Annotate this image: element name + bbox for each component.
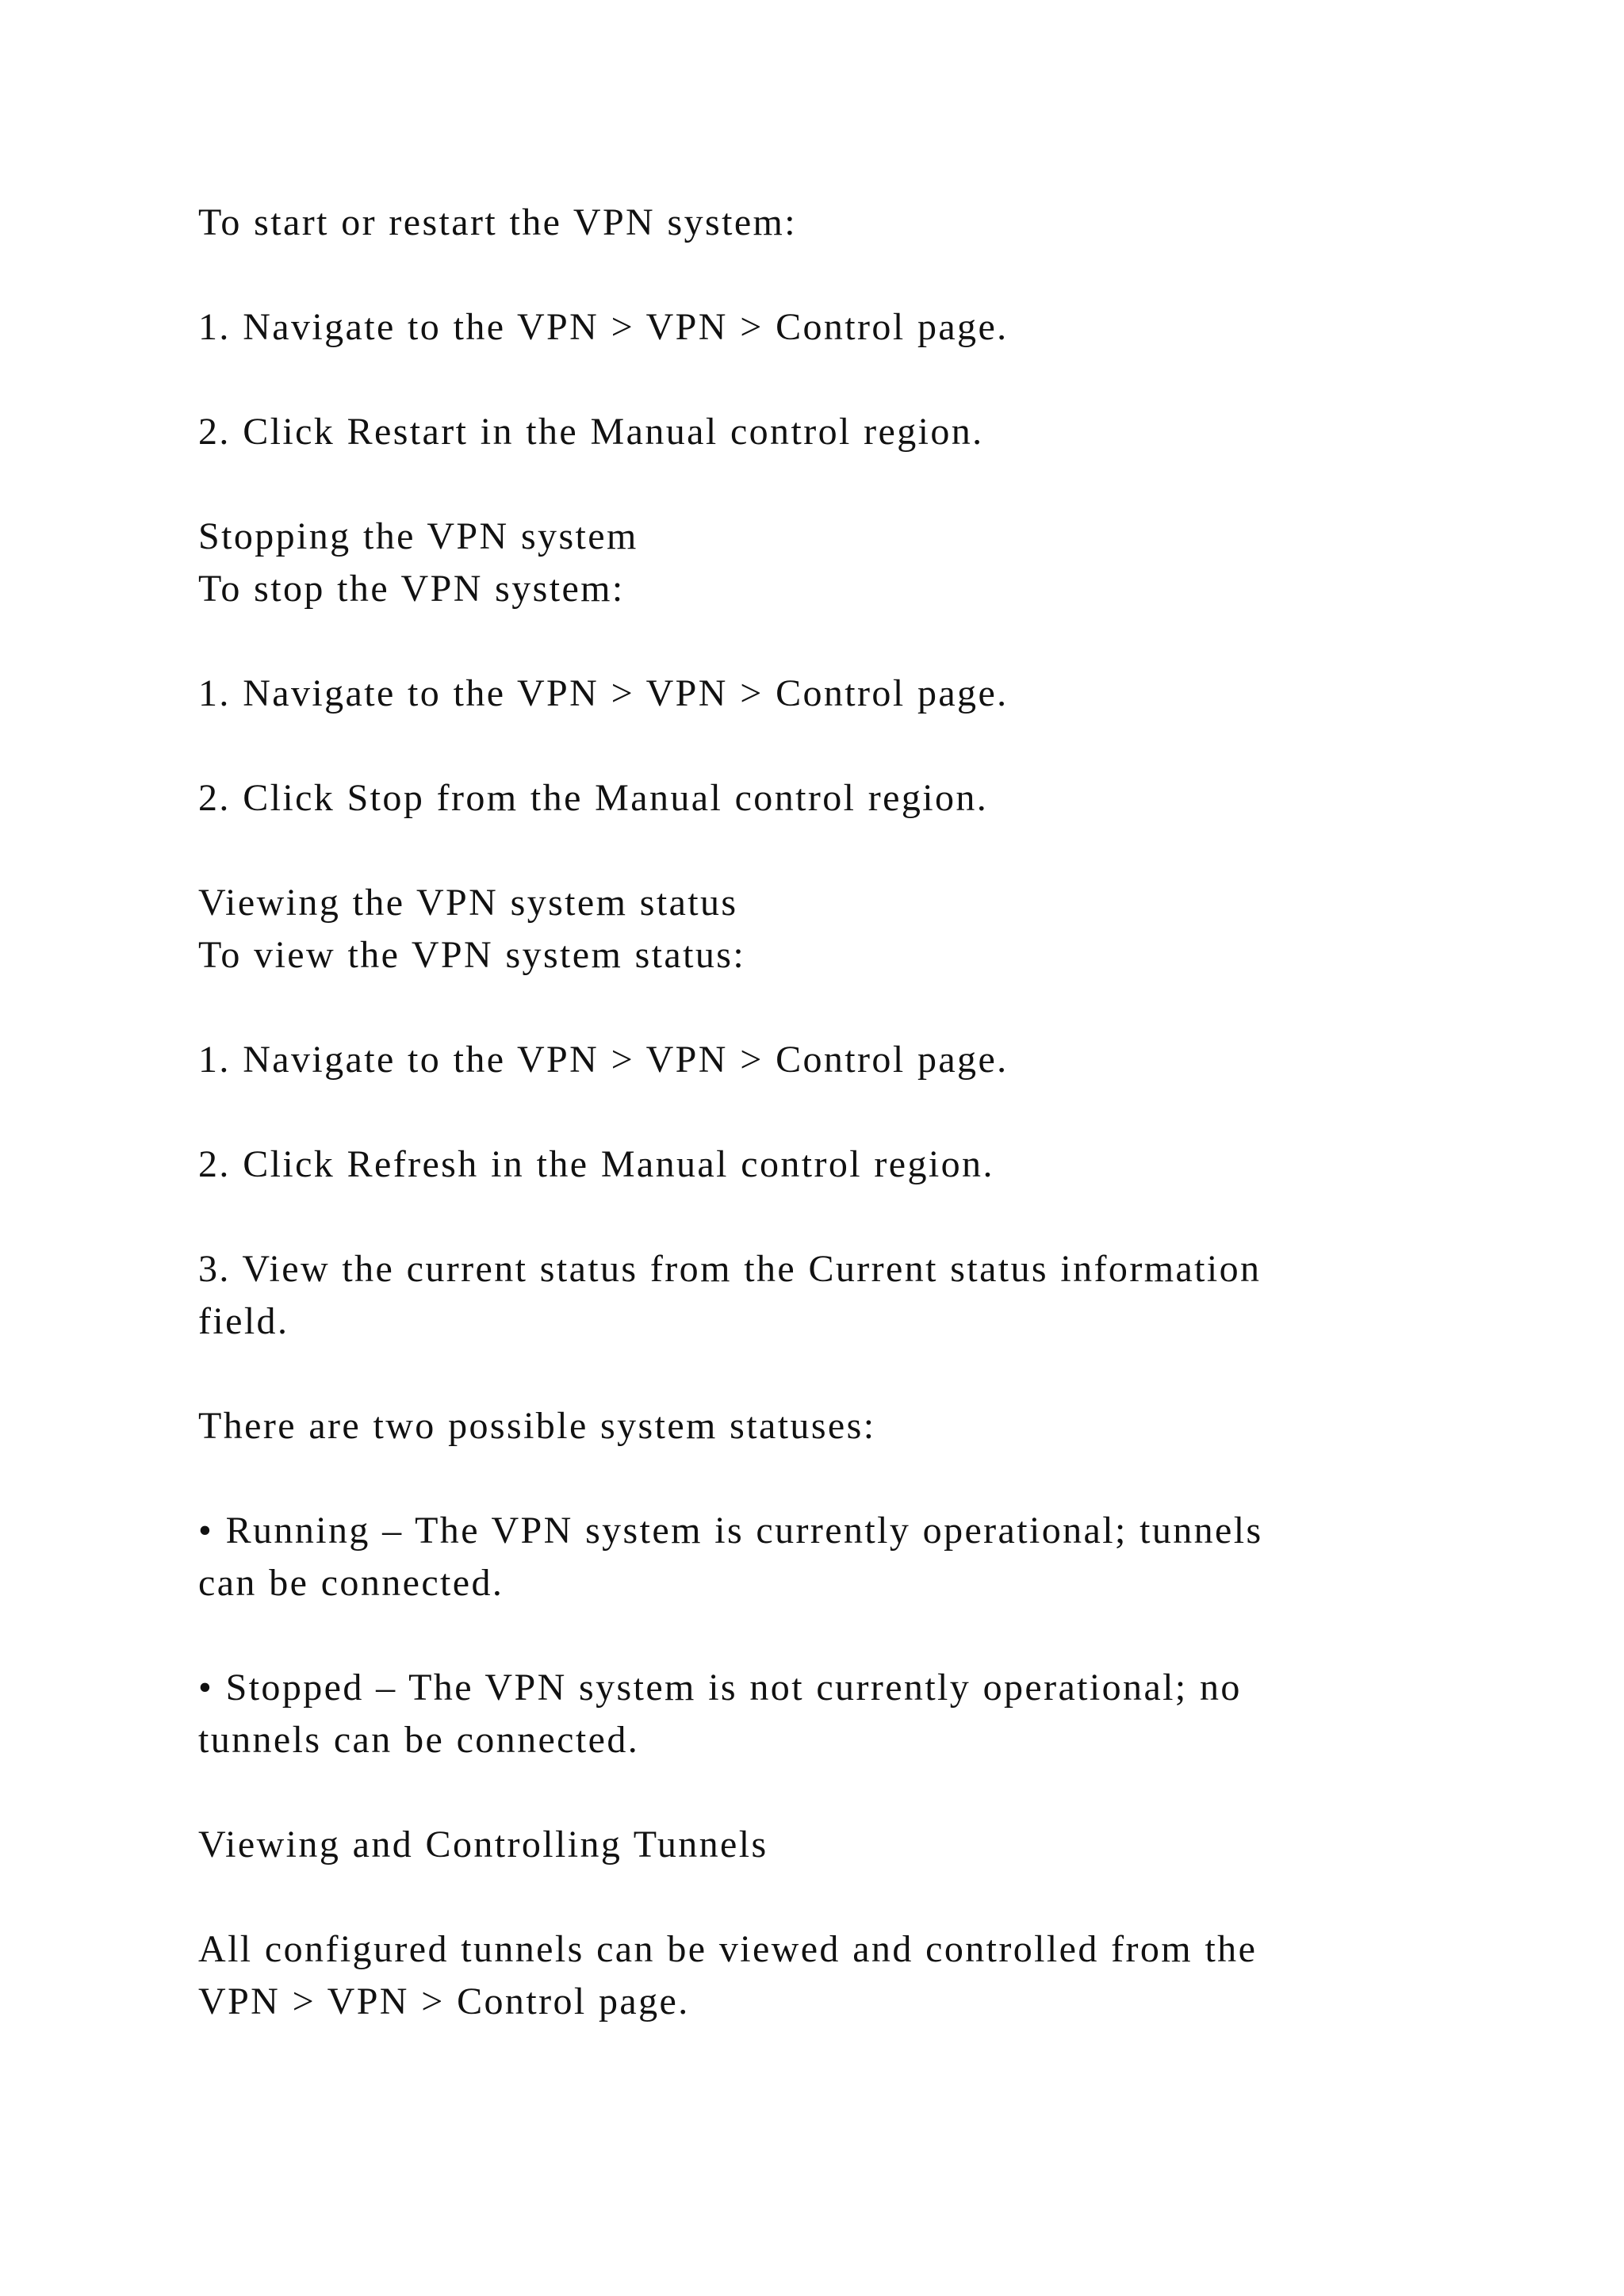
intro-stop: To stop the VPN system: (198, 568, 625, 610)
intro-view-status: To view the VPN system status: (198, 934, 746, 976)
stop-step-1: 1. Navigate to the VPN > VPN > Control page. (198, 672, 1009, 714)
status-running-cont: can be connected. (198, 1562, 504, 1604)
status-step-3-cont: field. (198, 1300, 289, 1342)
status-step-2: 2. Click Refresh in the Manual control region. (198, 1143, 994, 1185)
status-step-3: 3. View the current status from the Current status information (198, 1248, 1262, 1290)
tunnels-text: All configured tunnels can be viewed and controlled from the (198, 1928, 1258, 1970)
status-running: • Running – The VPN system is currently operational; tunnels (198, 1510, 1263, 1552)
heading-stopping-vpn: Stopping the VPN system (198, 515, 638, 557)
status-step-1: 1. Navigate to the VPN > VPN > Control page. (198, 1039, 1009, 1081)
status-stopped-cont: tunnels can be connected. (198, 1719, 640, 1761)
restart-step-1: 1. Navigate to the VPN > VPN > Control page. (198, 306, 1009, 348)
heading-tunnels: Viewing and Controlling Tunnels (198, 1823, 768, 1866)
tunnels-text-cont: VPN > VPN > Control page. (198, 1980, 690, 2022)
status-stopped: • Stopped – The VPN system is not currently operational; no (198, 1667, 1242, 1709)
heading-viewing-status: Viewing the VPN system status (198, 882, 738, 924)
statuses-intro: There are two possible system statuses: (198, 1405, 876, 1447)
intro-start-restart: To start or restart the VPN system: (198, 201, 797, 243)
restart-step-2: 2. Click Restart in the Manual control region. (198, 411, 984, 453)
stop-step-2: 2. Click Stop from the Manual control region. (198, 777, 989, 819)
